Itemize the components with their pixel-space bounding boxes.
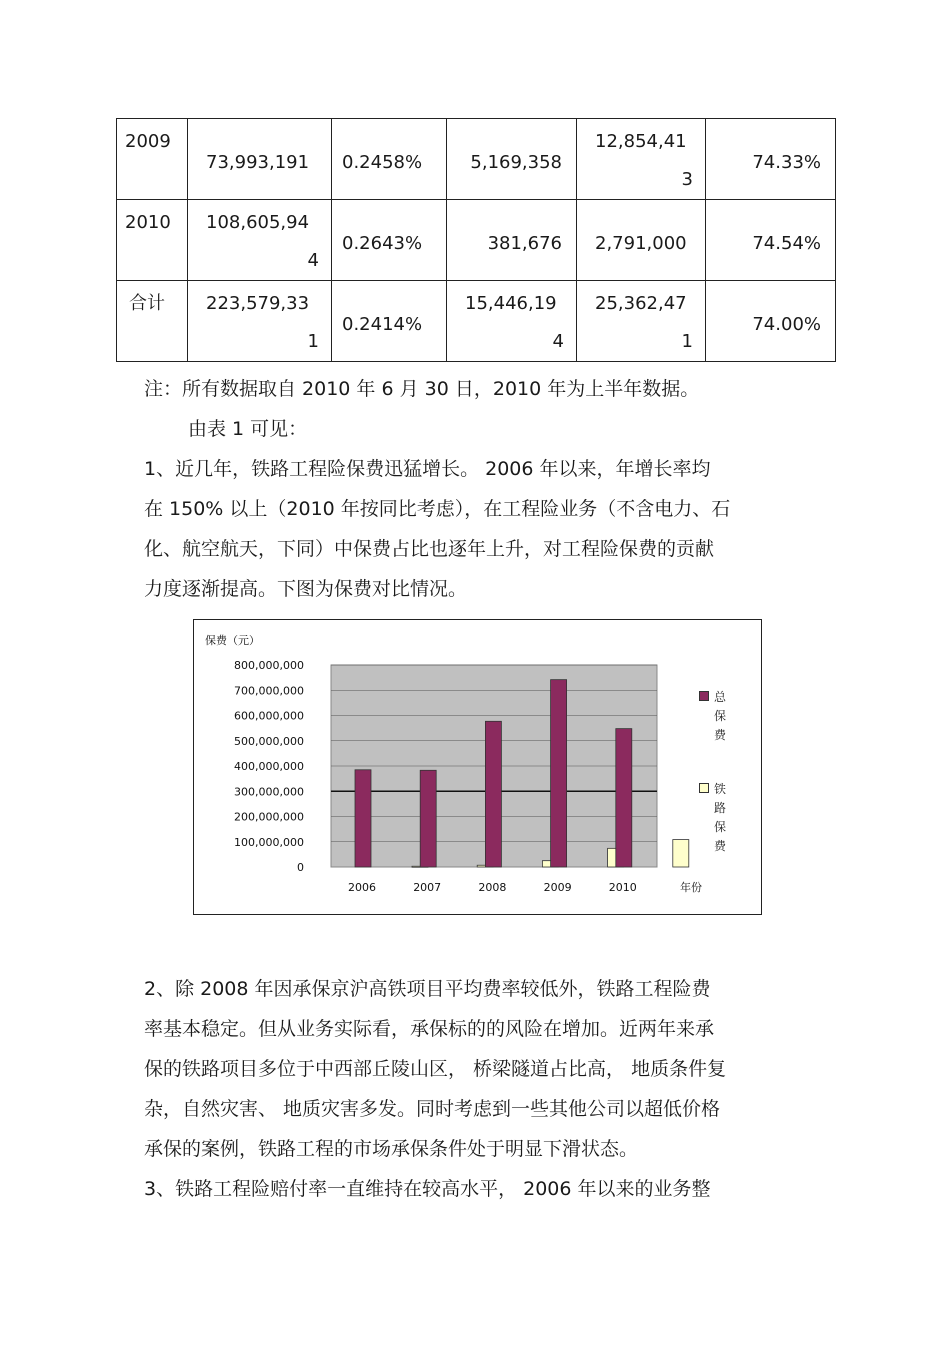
- table-cell: 12,854,41: [595, 131, 687, 152]
- bar-total-premium: [551, 680, 567, 867]
- bar-railway-premium: [673, 840, 689, 867]
- bar-total-premium: [485, 721, 501, 867]
- paragraph-line: 杂，自然灾害、 地质灾害多发。同时考虑到一些其他公司以超低价格: [144, 1098, 721, 1120]
- table-cell: 73,993,191: [206, 152, 310, 173]
- data-table: [116, 118, 836, 362]
- y-tick-label: 200,000,000: [234, 810, 304, 824]
- y-tick-label: 800,000,000: [234, 659, 304, 672]
- x-tick-label: 2006: [348, 881, 376, 894]
- legend-label: 总保费: [714, 690, 727, 742]
- bar-total-premium: [355, 770, 371, 867]
- table-cell: 4: [552, 331, 564, 352]
- x-tick-label: 2008: [478, 881, 507, 894]
- table-cell: 108,605,94: [206, 212, 310, 233]
- table-note: 注：所有数据取自 2010 年 6 月 30 日，2010 年为上半年数据。: [144, 378, 700, 400]
- table-cell: 2,791,000: [595, 233, 687, 254]
- table-cell: 5,169,358: [470, 152, 562, 173]
- table-row: [117, 200, 836, 281]
- table-cell: 0.2643%: [342, 233, 423, 254]
- y-tick-label: 300,000,000: [234, 785, 304, 799]
- year-cell: 2009: [125, 131, 171, 152]
- table-cell: 74.00%: [752, 314, 821, 335]
- table-cell: 0.2458%: [342, 152, 423, 173]
- table-cell: 25,362,47: [595, 293, 687, 314]
- table-cell: 74.33%: [752, 152, 821, 173]
- chart-canvas: [194, 620, 761, 914]
- y-tick-label: 400,000,000: [234, 760, 304, 773]
- paragraph-line: 1、近几年，铁路工程险保费迅猛增长。 2006 年以来，年增长率均: [144, 458, 711, 480]
- table-cell: 15,446,19: [465, 293, 557, 314]
- table-cell: 4: [307, 250, 319, 271]
- paragraph-line: 力度逐渐提高。下图为保费对比情况。: [144, 578, 468, 600]
- y-tick-label: 600,000,000: [234, 709, 304, 723]
- paragraph-line: 化、航空航天，下同）中保费占比也逐年上升，对工程险保费的贡献: [144, 538, 715, 560]
- legend-swatch: [699, 783, 709, 793]
- x-tick-label: 2010: [608, 881, 637, 894]
- paragraph-line: 3、铁路工程险赔付率一直维持在较高水平， 2006 年以来的业务整: [144, 1178, 711, 1200]
- x-axis-label: 年份: [680, 881, 702, 894]
- table-cell: 74.54%: [752, 233, 821, 254]
- table-cell: 1: [681, 331, 693, 352]
- premium-chart: [193, 619, 762, 915]
- year-cell: 合计: [129, 293, 165, 314]
- y-tick-label: 500,000,000: [234, 734, 304, 748]
- table-row: [117, 119, 836, 200]
- legend-swatch: [699, 691, 709, 701]
- y-tick-label: 700,000,000: [234, 684, 304, 698]
- x-tick-label: 2007: [413, 881, 442, 894]
- intro-line: 由表 1 可见：: [188, 418, 308, 440]
- table-cell: 1: [307, 331, 319, 352]
- y-tick-label: 100,000,000: [234, 835, 304, 849]
- table-cell: 0.2414%: [342, 314, 423, 335]
- x-tick-label: 2009: [543, 881, 572, 894]
- paragraph-line: 在 150% 以上（2010 年按同比考虑），在工程险业务（不含电力、石: [144, 498, 731, 520]
- y-axis-label: 保费（元）: [205, 634, 260, 647]
- paragraph-line: 率基本稳定。但从业务实际看，承保标的的风险在增加。近两年来承: [144, 1018, 715, 1040]
- paragraph-line: 2、除 2008 年因承保京沪高铁项目平均费率较低外，铁路工程险费: [144, 978, 711, 1000]
- bar-total-premium: [420, 770, 436, 867]
- year-cell: 2010: [125, 212, 171, 233]
- legend-label: 铁路保费: [714, 782, 727, 853]
- paragraph-line: 保的铁路项目多位于中西部丘陵山区， 桥梁隧道占比高， 地质条件复: [144, 1058, 727, 1080]
- table-row: [117, 281, 836, 362]
- paragraph-line: 承保的案例，铁路工程的市场承保条件处于明显下滑状态。: [144, 1138, 639, 1160]
- table-cell: 223,579,33: [206, 293, 310, 314]
- table-cell: 381,676: [487, 233, 562, 254]
- bar-total-premium: [616, 729, 632, 867]
- table-cell: 3: [681, 169, 693, 190]
- y-tick-label: 0: [297, 861, 304, 874]
